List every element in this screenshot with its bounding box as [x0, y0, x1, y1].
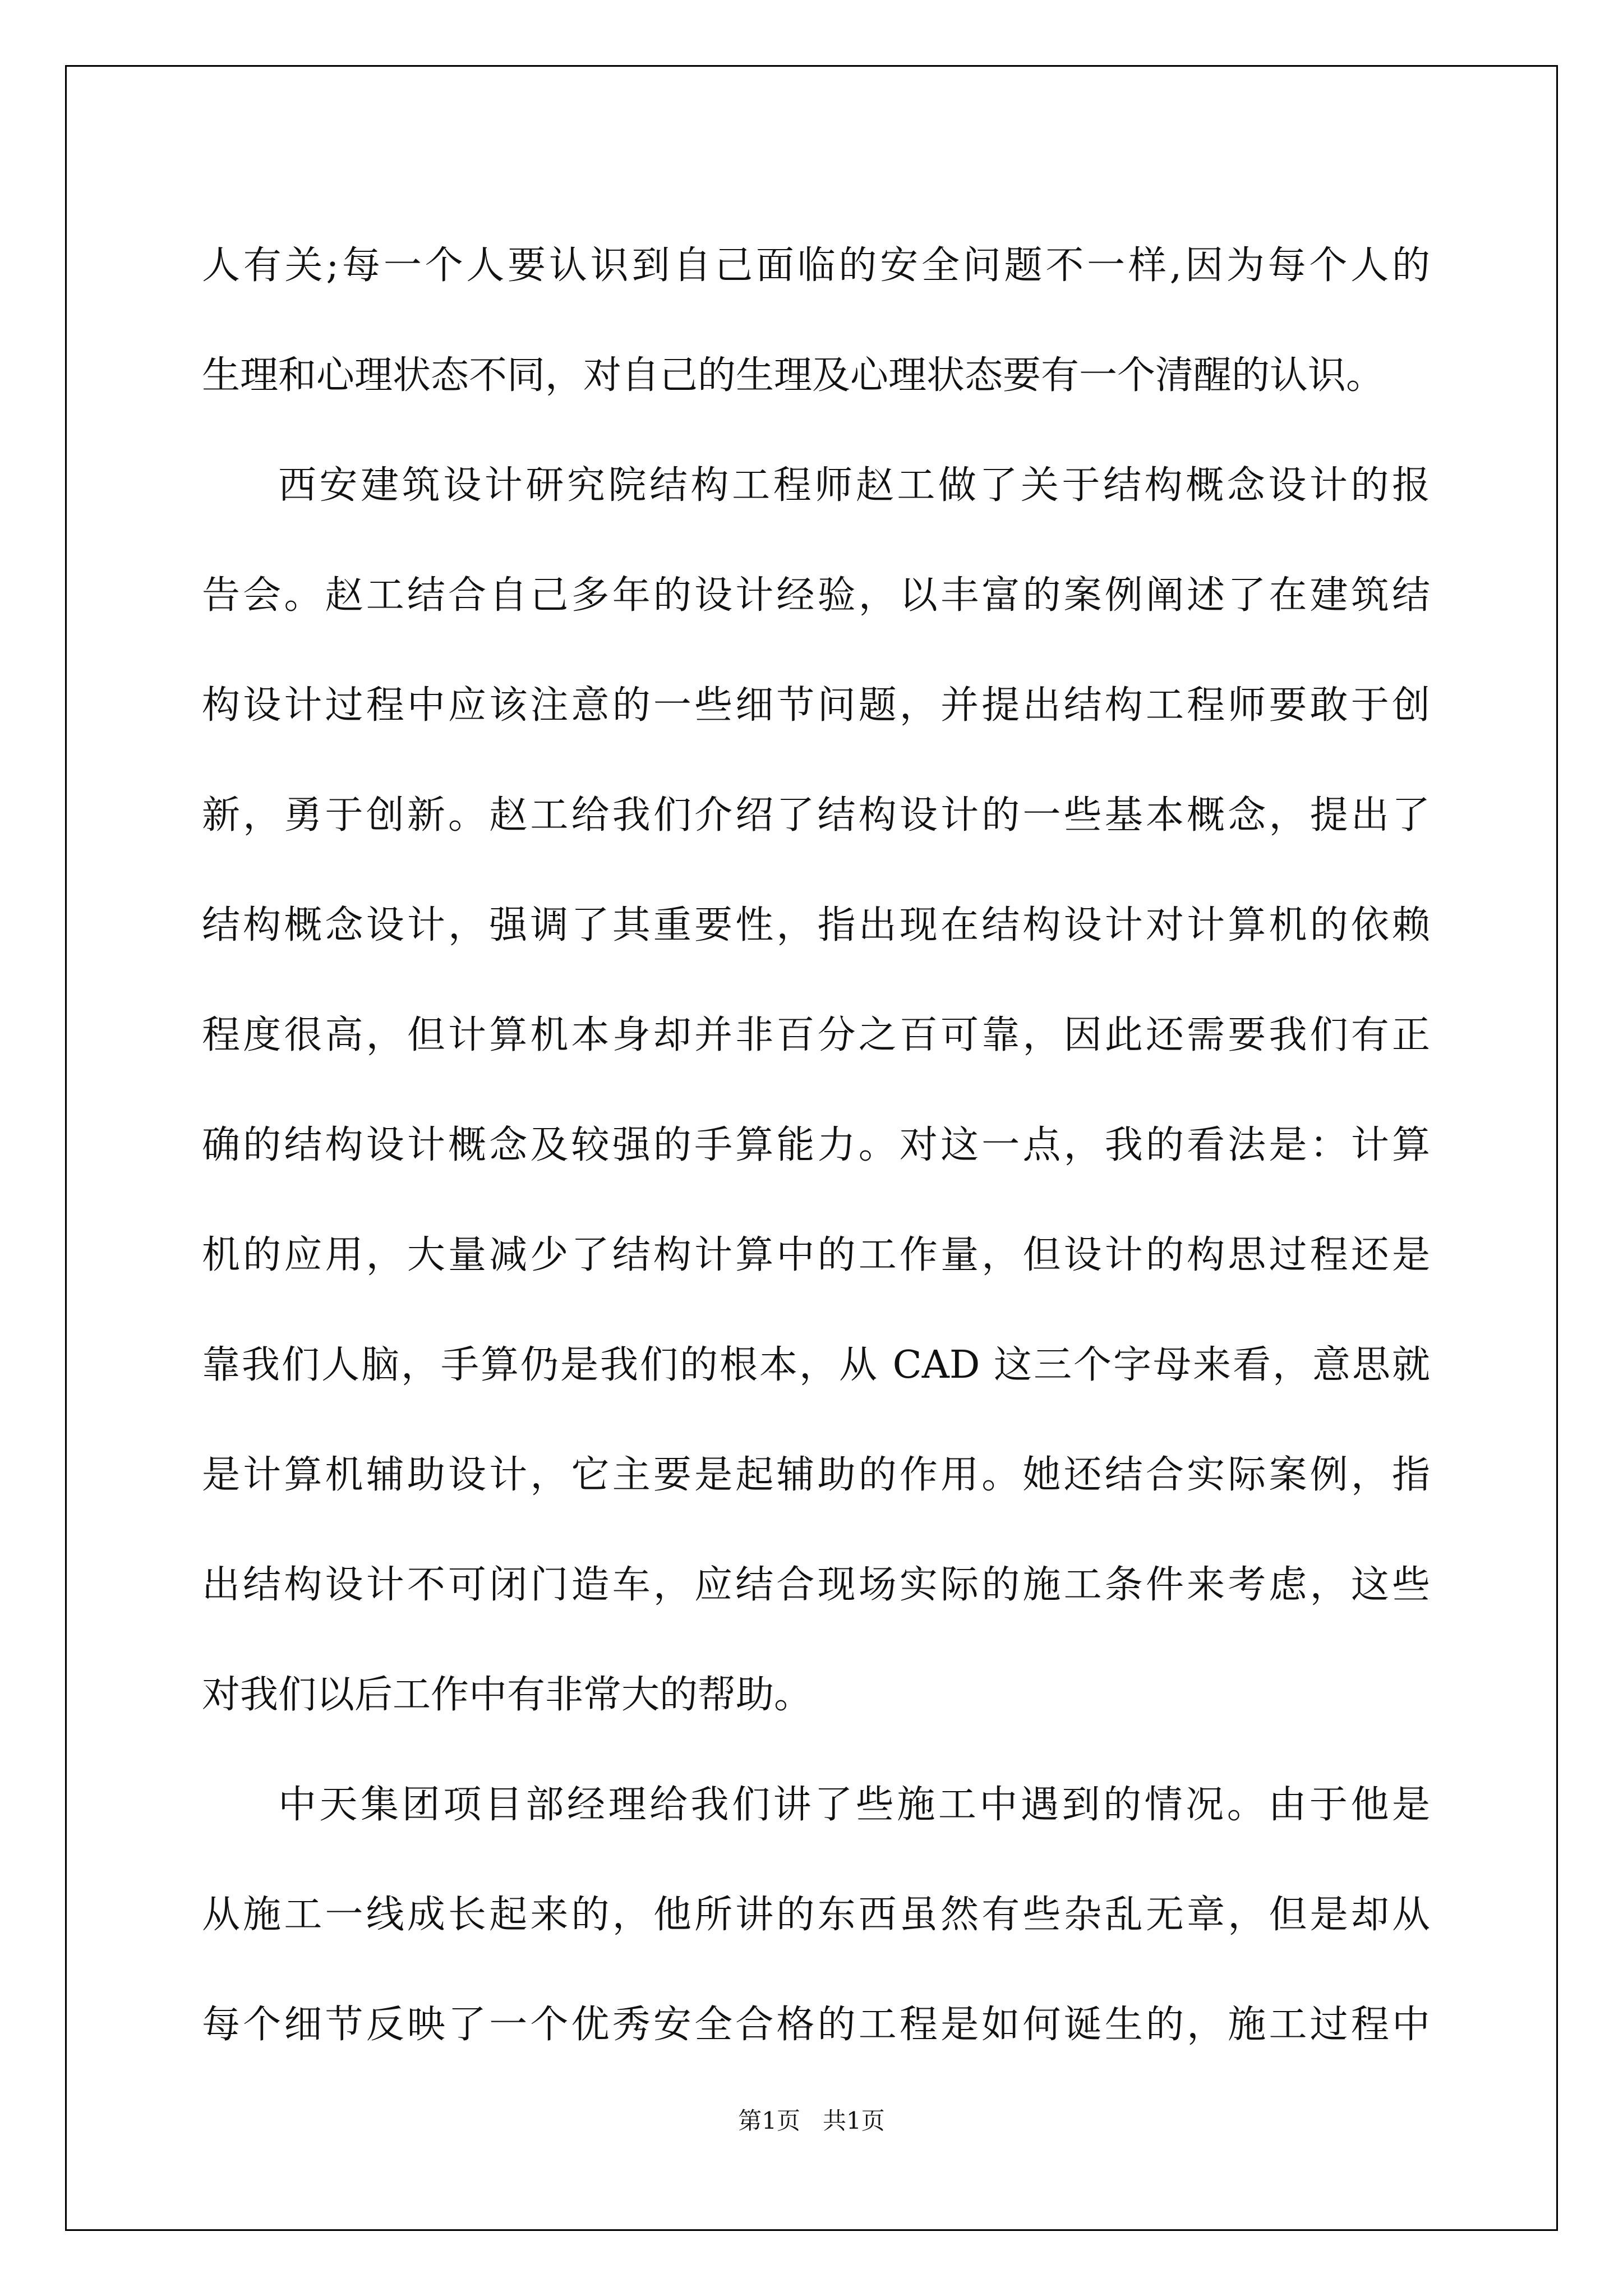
- text-line: 每个细节反映了一个优秀安全合格的工程是如何诞生的，施工过程中: [202, 2003, 1430, 2047]
- document-body: [202, 211, 1430, 2080]
- page-footer: 第1页 共1页: [738, 2107, 885, 2134]
- text-line: 结构概念设计，强调了其重要性，指出现在结构设计对计算机的依赖: [202, 903, 1430, 947]
- text-line: 机的应用，大量减少了结构计算中的工作量，但设计的构思过程还是: [202, 1233, 1430, 1277]
- text-line: 程度很高，但计算机本身却并非百分之百可靠，因此还需要我们有正: [202, 1013, 1430, 1057]
- text-line: 从施工一线成长起来的，他所讲的东西虽然有些杂乱无章，但是却从: [202, 1893, 1430, 1937]
- text-line: 对我们以后工作中有非常大的帮助。: [202, 1673, 813, 1717]
- text-line: 构设计过程中应该注意的一些细节问题，并提出结构工程师要敢于创: [202, 683, 1430, 728]
- text-line: 是计算机辅助设计，它主要是起辅助的作用。她还结合实际案例，指: [202, 1453, 1430, 1497]
- paragraph-first-line: 西安建筑设计研究院结构工程师赵工做了关于结构概念设计的报: [278, 463, 1430, 508]
- text-line: 出结构设计不可闭门造车，应结合现场实际的施工条件来考虑，这些: [202, 1563, 1430, 1607]
- text-line: 告会。赵工结合自己多年的设计经验，以丰富的案例阐述了在建筑结: [202, 573, 1430, 618]
- text-line: 生理和心理状态不同，对自己的生理及心理状态要有一个清醒的认识。: [202, 353, 1385, 398]
- text-line: 靠我们人脑，手算仍是我们的根本，从 CAD 这三个字母来看，意思就: [202, 1343, 1430, 1387]
- text-line: 确的结构设计概念及较强的手算能力。对这一点，我的看法是：计算: [202, 1123, 1430, 1167]
- text-line: 人有关;每一个人要认识到自己面临的安全问题不一样,因为每个人的: [202, 243, 1430, 288]
- paragraph-first-line: 中天集团项目部经理给我们讲了些施工中遇到的情况。由于他是: [278, 1783, 1430, 1827]
- text-line: 新，勇于创新。赵工给我们介绍了结构设计的一些基本概念，提出了: [202, 793, 1430, 838]
